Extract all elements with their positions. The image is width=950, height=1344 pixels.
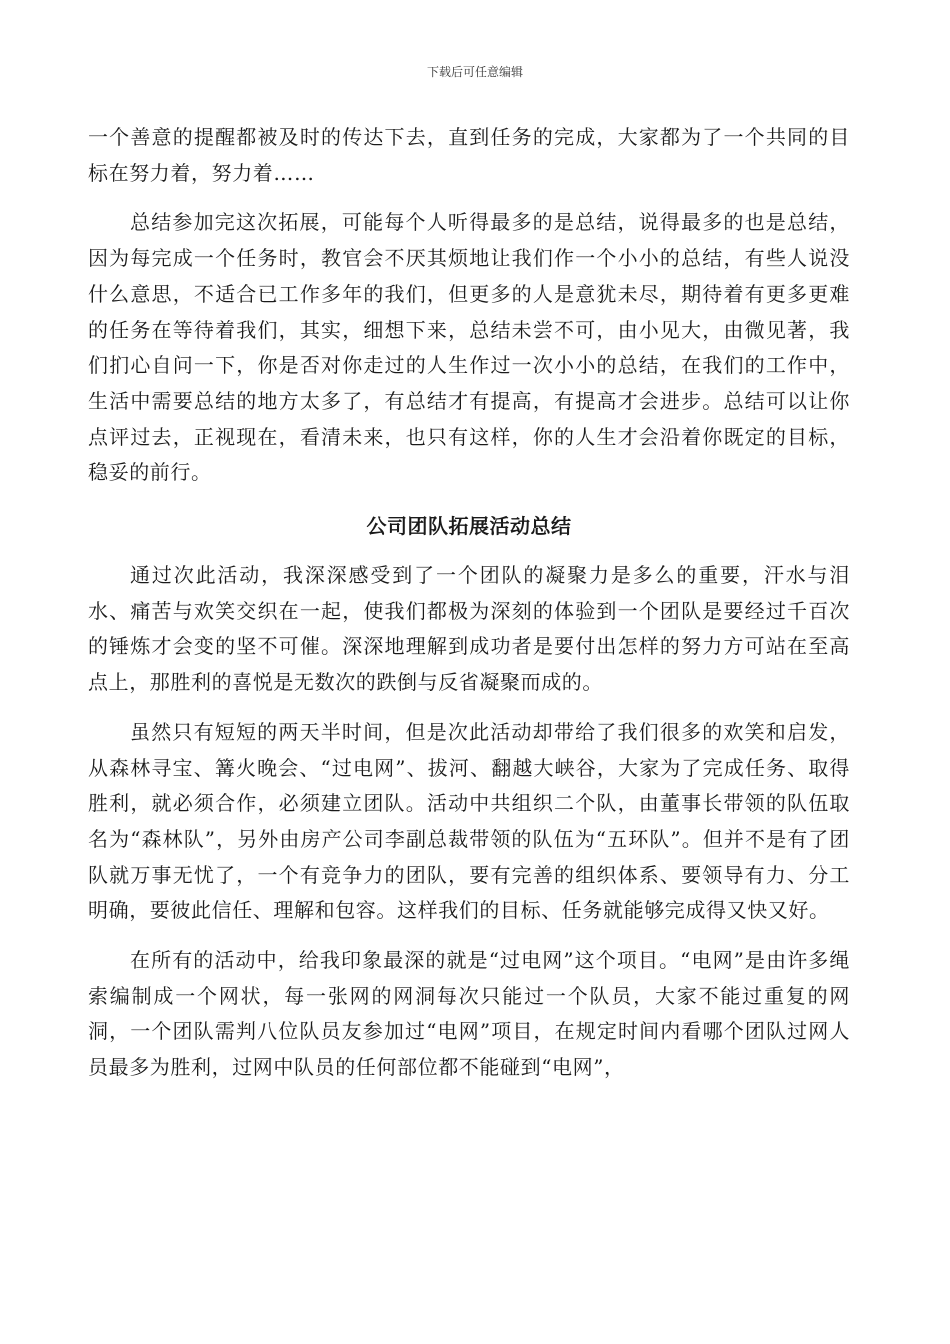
paragraph-summary-reflection: 总结参加完这次拓展，可能每个人听得最多的是总结，说得最多的也是总结，因为每完成一个任务时，教官会不厌其烦地让我们作一个小小的总结，有些人说没什么意思，不适合已工作多年的我们，但更多的人是意犹未尽，期待着有更多更难的任务在等待着我们，其实，细想下来，总结未尝不可，由小见大，由微见著，我们扪心自问一下，你是否对你走过的人生作过一次小小的总结，在我们的工作中，生活中需要总结的地方太多了，有总结才有提高，有提高才会进步。总结可以让你点评过去，正视现在，看清未来，也只有这样，你的人生才会沿着你既定的目标，稳妥的前行。: [88, 210, 850, 485]
paragraph-power-grid: 在所有的活动中，给我印象最深的就是“过电网”这个项目。“电网”是由许多绳索编制成一个网状，每一张网的网洞每次只能过一个队员，大家不能过重复的网洞，一个团队需判八位队员友参加过“电网”项目，在规定时间内看哪个团队过网人员最多为胜利，过网中队员的任何部位都不能碰到“电网”，: [88, 948, 850, 1080]
document-body: [88, 120, 850, 1086]
paragraph-team-cohesion: 通过次此活动，我深深感受到了一个团队的凝聚力是多么的重要，汗水与泪水、痛苦与欢笑交织在一起，使我们都极为深刻的体验到一个团队是要经过千百次的锤炼才会变的坚不可催。深深地理解到成功者是要付出怎样的努力方可站在至高点上，那胜利的喜悦是无数次的跌倒与反省凝聚而成的。: [88, 563, 850, 695]
section-title: 公司团队拓展活动总结: [366, 514, 572, 539]
paragraph-activities: 虽然只有短短的两天半时间，但是次此活动却带给了我们很多的欢笑和启发，从森林寻宝、篝火晚会、“过电网”、拔河、翻越大峡谷，大家为了完成任务、取得胜利，就必须合作，必须建立团队。活动中共组织二个队，由董事长带领的队伍取名为“森林队”，另外由房产公司李副总裁带领的队伍为“五环队”。但并不是有了团队就万事无忧了，一个有竞争力的团队，要有完善的组织体系、要领导有力、分工明确，要彼此信任、理解和包容。这样我们的目标、任务就能够完成得又快又好。: [88, 719, 850, 923]
paragraph-continuation: 一个善意的提醒都被及时的传达下去，直到任务的完成，大家都为了一个共同的目标在努力着，努力着……: [88, 125, 850, 185]
page-header: 下载后可任意编辑: [426, 65, 523, 79]
